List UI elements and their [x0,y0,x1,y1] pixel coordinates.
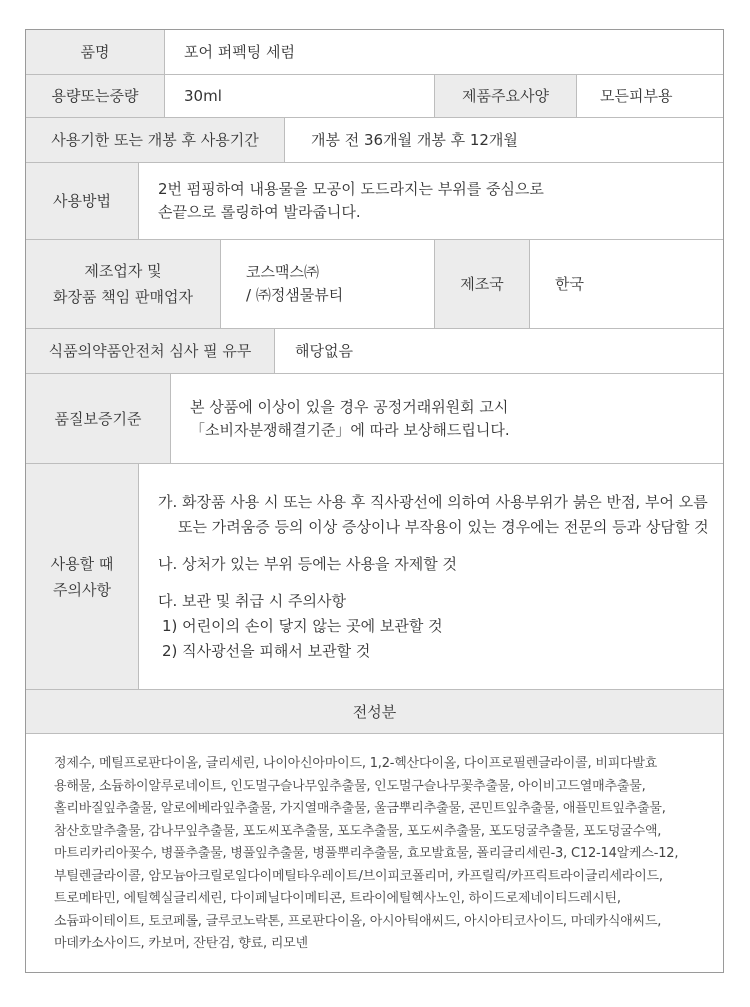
usage-label: 사용방법 [26,163,139,239]
ingredients-line: 소듐파이테이트, 토코페롤, 글루코노락톤, 프로판다이올, 아시아틱애씨드, 아시아티코사이드, 마데카식애씨드, [54,913,662,929]
ingredients-line: 용해물, 소듐하이알루로네이트, 인도멀구슬나무잎추출물, 인도멀구슬나무꽃추출물, 아이비고드열매추출물, [54,778,646,794]
spec-label: 제품주요사양 [434,75,577,117]
quality-line: 「소비자분쟁해결기준」에 따라 보상해드립니다. [190,420,510,439]
row-volume [26,75,723,118]
caution-sub-item: 2) 직사광선을 피해서 보관할 것 [162,641,371,660]
caution-item-ga-cont: 또는 가려움증 등의 이상 증상이나 부작용이 있는 경우에는 전문의 등과 상담할 것 [178,517,709,536]
product-name-value: 포어 퍼펙팅 세럼 [166,30,723,74]
mfds-value: 해당없음 [276,329,723,373]
manufacturer-value-line: / ㈜정샘물뷰티 [246,286,344,304]
ingredients-list [54,753,714,956]
manufacturer-value-line: 코스맥스㈜ [246,263,319,281]
ingredients-line: 트로메타민, 에틸헥실글리세린, 다이페닐다이메티콘, 트라이에틸헥사노인, 하이드로제네이티드레시틴, [54,891,621,906]
row-usage [26,163,723,240]
volume-value: 30ml [166,75,434,117]
caution-item-da: 다. 보관 및 취급 시 주의사항 [158,591,346,610]
manufacturer-value [222,240,434,328]
quality-label: 품질보증기준 [26,374,171,463]
row-quality [26,374,723,464]
caution-label [26,464,139,689]
ingredients-line: 마데카소사이드, 카보머, 잔탄검, 향료, 리모넨 [54,936,308,951]
ingredients-line: 부틸렌글라이콜, 암모늄아크릴로일다이메틸타우레이트/브이피코폴리머, 카프릴릭/카프릭트라이글리세라이드, [54,868,663,884]
usage-line: 2번 펌핑하여 내용물을 모공이 도드라지는 부위를 중심으로 [158,180,544,198]
row-manufacturer [26,240,723,329]
spec-value: 모든피부용 [578,75,723,117]
manufacturer-label-line: 제조업자 및 [84,262,162,280]
caution-item-na: 나. 상처가 있는 부위 등에는 사용을 자제할 것 [158,554,457,573]
manufacturer-label [26,240,221,328]
ingredients-line: 마트리카리아꽃수, 병풀추출물, 병풀잎추출물, 병풀뿌리추출물, 효모발효물, 폴리글리세린-3, C12-14알케스-12, [54,846,679,861]
usage-value [140,163,723,239]
caution-sub-item: 1) 어린이의 손이 닿지 않는 곳에 보관할 것 [162,616,443,635]
usage-line: 손끝으로 롤링하여 발라줍니다. [158,203,361,221]
ingredients-title: 전성분 [26,690,723,734]
country-value: 한국 [531,240,723,328]
row-product-name [26,30,723,75]
ingredients-line: 참산호말추출물, 감나무잎추출물, 포도씨포추출물, 포도추출물, 포도씨추출물, 포도덩굴추출물, 포도덩굴수액, [54,823,662,839]
product-name-label: 품명 [26,30,165,74]
caution-label-line: 주의사항 [53,580,111,599]
expiry-value: 개봉 전 36개월 개봉 후 12개월 [286,118,723,162]
caution-label-line: 사용할 때 [50,554,114,573]
mfds-label: 식품의약품안전처 심사 필 유무 [26,329,275,373]
quality-line: 본 상품에 이상이 있을 경우 공정거래위원회 고시 [190,397,509,416]
quality-value [172,374,723,463]
caution-value [140,464,723,689]
row-expiry [26,118,723,163]
volume-label: 용량또는중량 [26,75,165,117]
country-label: 제조국 [434,240,530,328]
expiry-label: 사용기한 또는 개봉 후 사용기간 [26,118,285,162]
manufacturer-label-line: 화장품 책임 판매업자 [53,288,193,306]
row-caution [26,464,723,690]
ingredients-line: 홀리바질잎추출물, 알로에베라잎추출물, 가지열매추출물, 울금뿌리추출물, 콘민트잎추출물, 애플민트잎추출물, [54,801,666,816]
product-info-table [25,29,724,973]
caution-item-ga: 가. 화장품 사용 시 또는 사용 후 직사광선에 의하여 사용부위가 붉은 반점, 부어 오름 [158,492,708,511]
row-mfds [26,329,723,374]
ingredients-line: 정제수, 메틸프로판다이올, 글리세린, 나이아신아마이드, 1,2-헥산다이올, 다이프로필렌글라이콜, 비피다발효 [54,756,658,771]
